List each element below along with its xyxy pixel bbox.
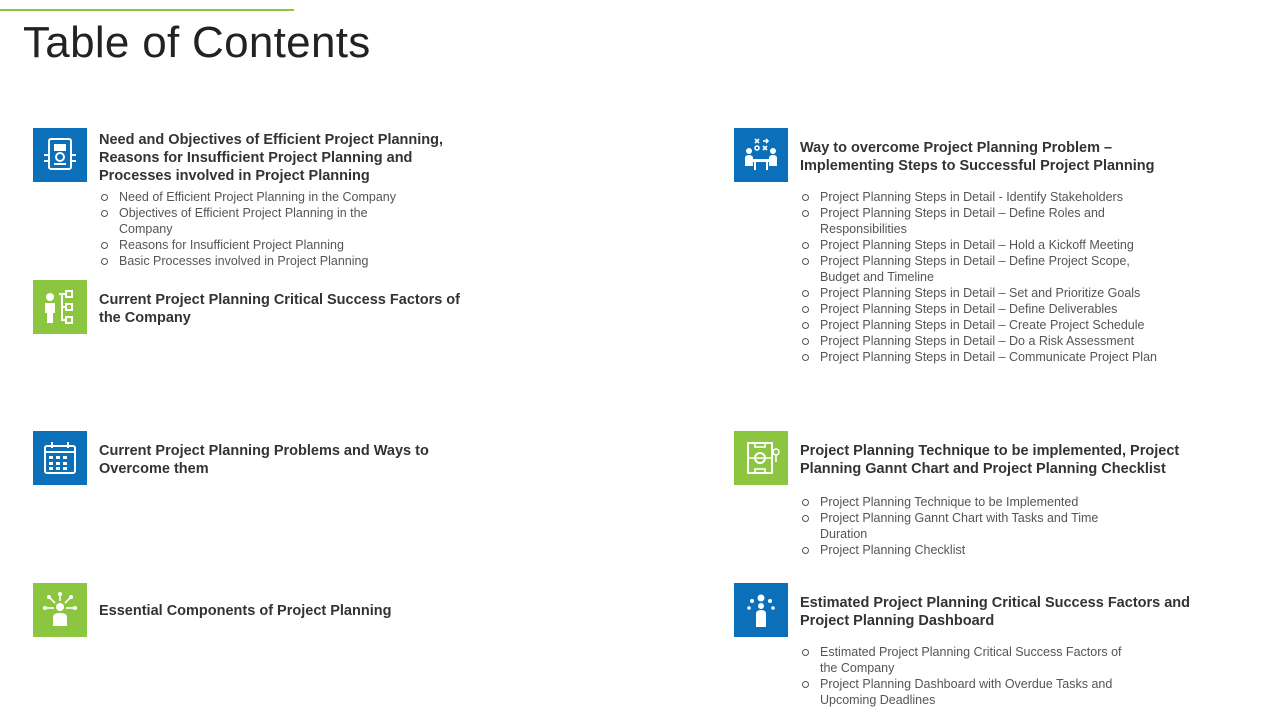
section-title: Estimated Project Planning Critical Success Factors and Project Planning Dashboard: [800, 595, 1191, 629]
meeting-strategy-icon: [734, 128, 788, 182]
list-item: Need of Efficient Project Planning in the Company: [99, 189, 409, 205]
idea-person-icon: [734, 583, 788, 637]
bullet-list: [800, 189, 1160, 365]
section-title: Need and Objectives of Efficient Project Planning, Reasons for Insufficient Project Planning and Processes involved in Project Planning: [99, 132, 444, 184]
list-item: Basic Processes involved in Project Planning: [99, 253, 409, 269]
page-title: Table of Contents: [23, 18, 371, 67]
list-item: Estimated Project Planning Critical Success Factors of the Company: [800, 644, 1140, 676]
bullet-list: [99, 189, 409, 269]
list-item: Project Planning Steps in Detail – Do a Risk Assessment: [800, 333, 1160, 349]
list-item: Project Planning Steps in Detail - Identify Stakeholders: [800, 189, 1160, 205]
list-item: Project Planning Steps in Detail – Set and Prioritize Goals: [800, 285, 1160, 301]
calendar-icon: [33, 431, 87, 485]
section-title: Way to overcome Project Planning Problem – Implementing Steps to Successful Project Planning: [800, 140, 1155, 174]
list-item: Project Planning Gannt Chart with Tasks and Time Duration: [800, 510, 1140, 542]
person-flowchart-icon: [33, 280, 87, 334]
list-item: Project Planning Steps in Detail – Define Deliverables: [800, 301, 1160, 317]
list-item: Project Planning Checklist: [800, 542, 1140, 558]
list-item: Project Planning Steps in Detail – Hold a Kickoff Meeting: [800, 237, 1160, 253]
list-item: Project Planning Dashboard with Overdue Tasks and Upcoming Deadlines: [800, 676, 1140, 708]
section-title: Current Project Planning Critical Success Factors of the Company: [99, 292, 460, 326]
list-item: Project Planning Steps in Detail – Define Roles and Responsibilities: [800, 205, 1160, 237]
strategy-board-icon: [734, 431, 788, 485]
list-item: Project Planning Steps in Detail – Define Project Scope, Budget and Timeline: [800, 253, 1160, 285]
bullet-list: [800, 644, 1140, 708]
list-item: Objectives of Efficient Project Planning in the Company: [99, 205, 409, 237]
section-title: Project Planning Technique to be implemented, Project Planning Gannt Chart and Project Planning Checklist: [800, 443, 1180, 477]
planning-board-icon: [33, 128, 87, 182]
list-item: Reasons for Insufficient Project Planning: [99, 237, 409, 253]
list-item: Project Planning Technique to be Implemented: [800, 494, 1140, 510]
bullet-list: [800, 494, 1140, 558]
section-title: Current Project Planning Problems and Ways to Overcome them: [99, 443, 429, 477]
list-item: Project Planning Steps in Detail – Communicate Project Plan: [800, 349, 1160, 365]
title-accent-line: [0, 9, 294, 11]
list-item: Project Planning Steps in Detail – Create Project Schedule: [800, 317, 1160, 333]
section-title: Essential Components of Project Planning: [99, 603, 392, 619]
person-network-icon: [33, 583, 87, 637]
